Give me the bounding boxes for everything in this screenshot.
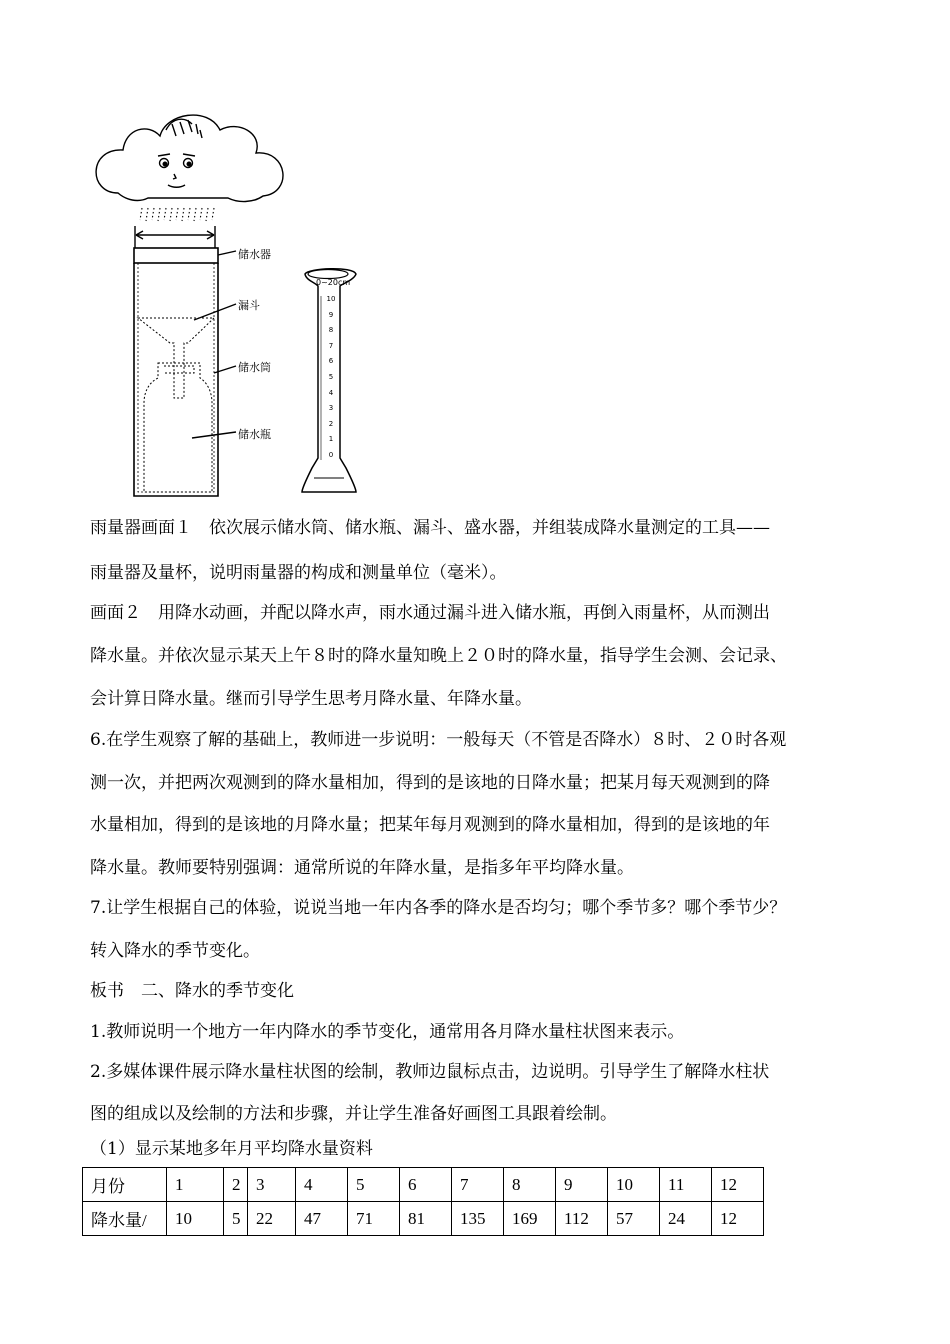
table-cell: 8 — [504, 1168, 556, 1202]
section-heading: 板书 二、降水的季节变化 — [90, 981, 294, 1001]
table-cell: 12 — [712, 1202, 764, 1236]
table-cell: 3 — [248, 1168, 296, 1202]
table-row — [83, 1168, 764, 1202]
table-cell: 22 — [248, 1202, 296, 1236]
table-cell: 9 — [556, 1168, 608, 1202]
table-cell: 1 — [167, 1168, 224, 1202]
row-header-month: 月份 — [83, 1168, 167, 1202]
table-cell: 169 — [504, 1202, 556, 1236]
table-cell: 7 — [452, 1168, 504, 1202]
table-cell: 47 — [296, 1202, 348, 1236]
paragraph-line: 7.让学生根据自己的体验，说说当地一年内各季的降水是否均匀；哪个季节多？哪个季节少？ — [90, 898, 787, 918]
row-header-precipitation: 降水量/ — [83, 1202, 167, 1236]
paragraph-line: 测一次，并把两次观测到的降水量相加，得到的是该地的日降水量；把某月每天观测到的降 — [90, 773, 770, 793]
table-cell: 11 — [660, 1168, 712, 1202]
label-collector: 储水器 — [238, 248, 271, 261]
paragraph-line: 图的组成以及绘制的方法和步骤，并让学生准备好画图工具跟着绘制。 — [90, 1104, 617, 1124]
table-cell: 112 — [556, 1202, 608, 1236]
table-cell: 10 — [608, 1168, 660, 1202]
table-cell: 24 — [660, 1202, 712, 1236]
precipitation-table — [82, 1167, 764, 1236]
cloud-face-icon — [96, 115, 283, 201]
cup-tick-label: 4 — [328, 388, 334, 397]
paragraph-line: 2.多媒体课件展示降水量柱状图的绘制，教师边鼠标点击，边说明。引导学生了解降水柱状 — [90, 1062, 770, 1082]
cup-tick-label: 8 — [328, 326, 334, 335]
paragraph-line: 画面２ 用降水动画，并配以降水声，雨水通过漏斗进入储水瓶，再倒入雨量杯，从而测出 — [90, 603, 770, 623]
paragraph-line: 雨量器画面１ 依次展示储水筒、储水瓶、漏斗、盛水器，并组装成降水量测定的工具—— — [90, 518, 770, 538]
cup-tick-label: 3 — [328, 404, 334, 413]
rain-drops — [140, 208, 214, 221]
width-arrow — [135, 226, 215, 248]
cup-unit-label: 0~20cm — [316, 278, 351, 287]
cup-scale — [324, 292, 338, 464]
cup-tick-label: 9 — [328, 310, 334, 319]
paragraph-line: 会计算日降水量。继而引导学生思考月降水量、年降水量。 — [90, 689, 532, 709]
paragraph-line: 水量相加，得到的是该地的月降水量；把某年每月观测到的降水量相加，得到的是该地的年 — [90, 815, 770, 835]
cup-tick-label: 1 — [328, 435, 334, 444]
label-tube: 储水筒 — [238, 361, 271, 374]
label-funnel: 漏斗 — [238, 299, 260, 312]
cup-tick-label: 5 — [328, 372, 334, 381]
paragraph-line: 6.在学生观察了解的基础上，教师进一步说明：一般每天（不管是否降水）８时、２０时各观 — [90, 730, 787, 750]
rain-gauge-illustration — [88, 108, 388, 503]
cup-tick-label: 2 — [328, 419, 334, 428]
table-cell: 4 — [296, 1168, 348, 1202]
table-cell: 57 — [608, 1202, 660, 1236]
cup-tick-label: 0 — [328, 450, 334, 459]
table-cell: 5 — [348, 1168, 400, 1202]
paragraph-line: 雨量器及量杯，说明雨量器的构成和测量单位（毫米）。 — [90, 563, 507, 583]
table-cell: 71 — [348, 1202, 400, 1236]
cup-tick-label: 10 — [326, 295, 336, 303]
paragraph-line: 降水量。并依次显示某天上午８时的降水量知晚上２０时的降水量，指导学生会测、会记录、 — [90, 646, 787, 666]
table-cell: 12 — [712, 1168, 764, 1202]
table-row — [83, 1202, 764, 1236]
table-cell: 81 — [400, 1202, 452, 1236]
paragraph-line: 转入降水的季节变化。 — [90, 941, 260, 961]
table-cell: 6 — [400, 1168, 452, 1202]
table-cell: 5 — [224, 1202, 248, 1236]
label-bottle: 储水瓶 — [238, 428, 271, 441]
paragraph-line: 1.教师说明一个地方一年内降水的季节变化，通常用各月降水量柱状图来表示。 — [90, 1022, 685, 1042]
paragraph-line: （1）显示某地多年月平均降水量资料 — [90, 1139, 373, 1159]
paragraph-line: 降水量。教师要特别强调：通常所说的年降水量，是指多年平均降水量。 — [90, 858, 634, 878]
table-cell: 10 — [167, 1202, 224, 1236]
table-cell: 135 — [452, 1202, 504, 1236]
cup-tick-label: 7 — [328, 341, 334, 350]
table-cell: 2 — [224, 1168, 248, 1202]
cup-tick-label: 6 — [328, 357, 334, 366]
